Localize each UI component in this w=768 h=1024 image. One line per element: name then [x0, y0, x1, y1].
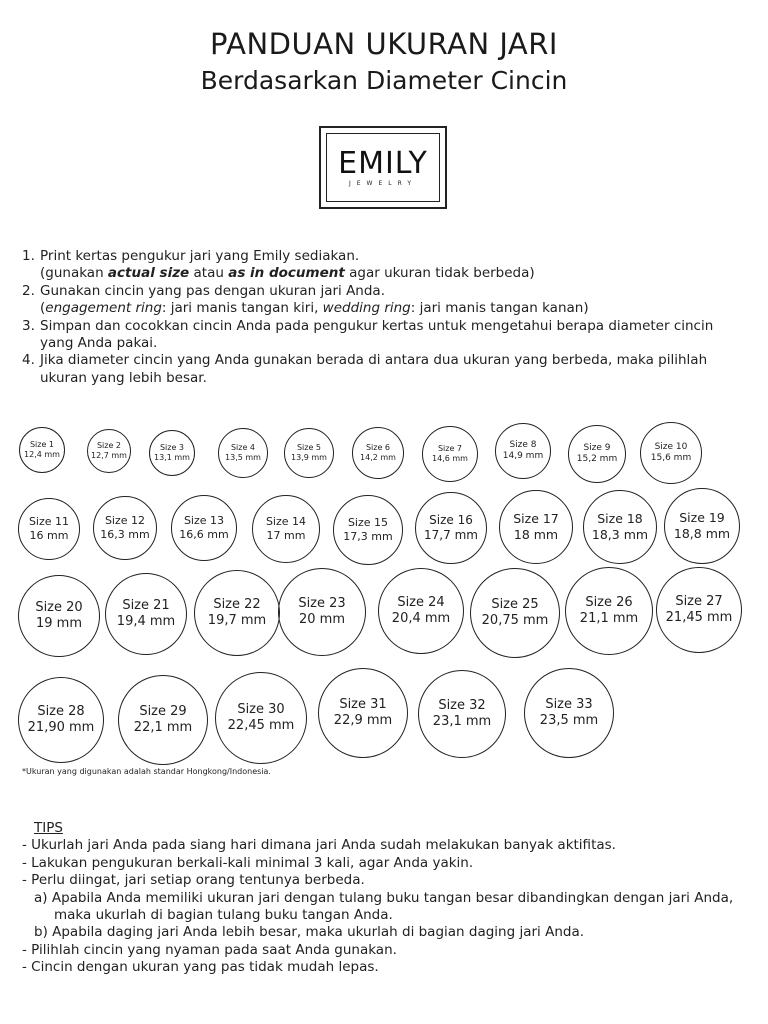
ring-size-circle	[583, 490, 657, 564]
emphasis-actual-size: actual size	[107, 265, 190, 282]
ring-size-label: Size 31	[339, 696, 387, 712]
ring-size-circle	[218, 428, 268, 478]
instruction-text: Jika diameter cincin yang Anda gunakan berada di antara dua ukuran yang berbeda, maka pilihlah	[40, 352, 708, 369]
ring-size-circle	[215, 672, 307, 764]
ring-diameter-label: 18,3 mm	[591, 527, 649, 542]
detail-text: : jari manis tangan kanan)	[410, 300, 589, 317]
ring-size-label: Size 33	[545, 696, 593, 712]
ring-size-circle	[284, 428, 334, 478]
ring-size-circle	[656, 567, 742, 653]
ring-size-label: Size 30	[237, 701, 285, 717]
ring-size-label: Size 12	[104, 514, 146, 528]
tip-item: - Pilihlah cincin yang nyaman pada saat Anda gunakan.	[22, 941, 397, 958]
ring-size-label: Size 3	[159, 443, 185, 452]
detail-text: (gunakan	[40, 265, 108, 282]
ring-size-label: Size 16	[429, 513, 473, 527]
instruction-item	[22, 352, 752, 369]
ring-size-label: Size 14	[265, 515, 307, 529]
ring-diameter-label: 17,7 mm	[424, 528, 478, 542]
ring-size-label: Size 1	[29, 440, 55, 449]
ring-size-label: Size 22	[213, 596, 261, 612]
ring-size-circle	[422, 426, 478, 482]
ring-size-circle	[418, 670, 506, 758]
ring-size-circle	[18, 677, 104, 763]
ring-diameter-label: 14,2 mm	[360, 453, 396, 462]
ring-size-label: Size 23	[298, 595, 346, 611]
ring-size-label: Size 17	[513, 511, 559, 527]
detail-text: agar ukuran tidak berbeda)	[344, 265, 535, 282]
ring-diameter-label: 21,1 mm	[579, 611, 639, 626]
ring-size-circle	[87, 429, 131, 473]
detail-text: : jari manis tangan kiri,	[161, 300, 323, 317]
ring-size-circle	[318, 668, 408, 758]
logo-name: EMILY	[338, 146, 428, 181]
logo-inner-frame	[326, 133, 440, 202]
ring-size-circle	[495, 423, 551, 479]
ring-size-label: Size 32	[438, 697, 486, 713]
instruction-number: 3.	[22, 317, 35, 334]
instruction-continuation: yang Anda pakai.	[40, 335, 158, 352]
ring-size-circle	[568, 425, 626, 483]
ring-size-label: Size 5	[296, 443, 322, 452]
ring-size-circle	[171, 495, 237, 561]
ring-diameter-label: 18,8 mm	[673, 526, 731, 541]
ring-diameter-label: 14,6 mm	[432, 454, 468, 463]
ring-size-circle	[664, 488, 740, 564]
ring-diameter-label: 13,1 mm	[154, 453, 190, 462]
instruction-number: 4.	[22, 352, 35, 369]
ring-diameter-label: 19 mm	[35, 616, 82, 631]
ring-size-label: Size 29	[139, 703, 187, 719]
ring-size-circle	[278, 568, 366, 656]
tip-item: - Lakukan pengukuran berkali-kali minimal 3 kali, agar Anda yakin.	[22, 854, 474, 871]
instruction-item	[22, 248, 752, 265]
ring-size-label: Size 2	[96, 441, 122, 450]
emily-jewelry-logo	[319, 126, 447, 209]
ring-size-label: Size 18	[597, 511, 643, 527]
ring-diameter-label: 15,2 mm	[576, 454, 618, 464]
ring-diameter-label: 19,7 mm	[207, 613, 267, 628]
ring-size-label: Size 9	[583, 442, 611, 453]
ring-size-label: Size 24	[397, 594, 445, 610]
ring-size-label: Size 6	[365, 443, 391, 452]
ring-diameter-label: 16,6 mm	[179, 528, 229, 541]
ring-diameter-label: 17,3 mm	[343, 530, 393, 543]
ring-diameter-label: 20,4 mm	[391, 611, 451, 626]
tip-subitem: b) Apabila daging jari Anda lebih besar, maka ukurlah di bagian daging jari Anda.	[34, 924, 585, 941]
ring-size-circle	[93, 496, 157, 560]
ring-diameter-label: 15,6 mm	[650, 453, 692, 463]
ring-size-label: Size 28	[37, 703, 85, 719]
ring-size-circle	[415, 492, 487, 564]
emphasis-engagement-ring: engagement ring	[45, 300, 162, 317]
ring-diameter-label: 21,45 mm	[665, 610, 733, 625]
ring-size-label: Size 20	[35, 599, 83, 615]
ring-size-circle	[352, 427, 404, 479]
ring-diameter-label: 12,7 mm	[91, 451, 127, 460]
instruction-continuation: ukuran yang lebih besar.	[40, 369, 207, 386]
tip-item: - Perlu diingat, jari setiap orang tentunya berbeda.	[22, 872, 365, 889]
page-title: PANDUAN UKURAN JARI	[210, 27, 558, 61]
instruction-number: 2.	[22, 282, 35, 299]
tip-subitem-continuation: maka ukurlah di bagian tulang buku tangan Anda.	[54, 907, 393, 924]
ring-size-circle	[18, 498, 80, 560]
ring-diameter-label: 19,4 mm	[116, 614, 176, 629]
tip-item: - Ukurlah jari Anda pada siang hari dimana jari Anda sudah melakukan banyak aktifitas.	[22, 837, 616, 854]
ring-size-circle	[252, 495, 320, 563]
instruction-item	[22, 318, 752, 335]
ring-size-circle	[105, 573, 187, 655]
ring-size-circle	[18, 575, 100, 657]
detail-text: (	[40, 300, 46, 317]
ring-size-circle	[524, 668, 614, 758]
tips-section	[22, 820, 757, 977]
ring-size-circle	[499, 490, 573, 564]
instruction-detail	[22, 300, 752, 317]
ring-size-label: Size 21	[122, 597, 170, 613]
ring-diameter-label: 13,9 mm	[291, 453, 327, 462]
ring-diameter-label: 20 mm	[298, 612, 345, 627]
ring-size-circle	[149, 430, 195, 476]
ring-diameter-label: 16 mm	[29, 529, 69, 542]
ring-diameter-label: 21,90 mm	[27, 720, 95, 735]
emphasis-wedding-ring: wedding ring	[322, 300, 411, 317]
tip-item: - Cincin dengan ukuran yang pas tidak mudah lepas.	[22, 959, 379, 976]
ring-size-label: Size 11	[28, 515, 70, 529]
ring-diameter-label: 22,45 mm	[227, 718, 295, 733]
ring-diameter-label: 23,1 mm	[432, 714, 492, 729]
tips-heading: TIPS	[34, 820, 63, 836]
ring-size-label: Size 10	[654, 441, 688, 452]
ring-size-label: Size 15	[347, 516, 389, 530]
ring-diameter-label: 23,5 mm	[539, 713, 599, 728]
ring-diameter-label: 13,5 mm	[225, 453, 261, 462]
ring-diameter-label: 16,3 mm	[100, 528, 150, 541]
ring-size-circle	[19, 427, 65, 473]
ring-diameter-label: 17 mm	[266, 529, 306, 542]
ring-size-circle	[565, 567, 653, 655]
instruction-detail	[22, 265, 752, 282]
instruction-text: Print kertas pengukur jari yang Emily sediakan.	[40, 248, 360, 264]
logo-tagline: JEWELRY	[348, 180, 418, 187]
emphasis-as-in-document: as in document	[228, 265, 345, 282]
ring-diameter-label: 18 mm	[513, 527, 559, 542]
ring-size-label: Size 19	[679, 510, 725, 526]
standard-footnote: *Ukuran yang digunakan adalah standar Hongkong/Indonesia.	[22, 767, 271, 776]
ring-diameter-label: 20,75 mm	[481, 613, 549, 628]
detail-text: atau	[189, 265, 229, 282]
ring-size-label: Size 25	[491, 596, 539, 612]
ring-size-label: Size 7	[437, 444, 463, 453]
ring-size-label: Size 8	[509, 439, 537, 450]
ring-diameter-label: 22,9 mm	[333, 713, 393, 728]
instructions-list	[22, 248, 752, 387]
ring-size-label: Size 13	[183, 514, 225, 528]
instruction-number: 1.	[22, 248, 35, 264]
instruction-item	[22, 283, 752, 300]
ring-size-circle	[378, 568, 464, 654]
ring-diameter-label: 22,1 mm	[133, 720, 193, 735]
instruction-text: Gunakan cincin yang pas dengan ukuran jari Anda.	[40, 282, 385, 299]
ring-size-circle	[333, 495, 403, 565]
ring-size-label: Size 26	[585, 594, 633, 610]
ring-size-circle	[118, 675, 208, 765]
ring-size-circle	[470, 568, 560, 658]
page-subtitle: Berdasarkan Diameter Cincin	[200, 66, 568, 95]
ring-size-circle	[194, 570, 280, 656]
instruction-text: Simpan dan cocokkan cincin Anda pada pengukur kertas untuk mengetahui berapa diameter cincin	[40, 317, 714, 334]
ring-diameter-label: 12,4 mm	[24, 450, 60, 459]
tip-subitem: a) Apabila Anda memiliki ukuran jari dengan tulang buku tangan besar dibandingkan dengan jari Anda,	[34, 889, 734, 906]
ring-size-label: Size 27	[675, 593, 723, 609]
ring-size-label: Size 4	[230, 443, 256, 452]
ring-size-circle	[640, 422, 702, 484]
ring-diameter-label: 14,9 mm	[502, 451, 544, 461]
